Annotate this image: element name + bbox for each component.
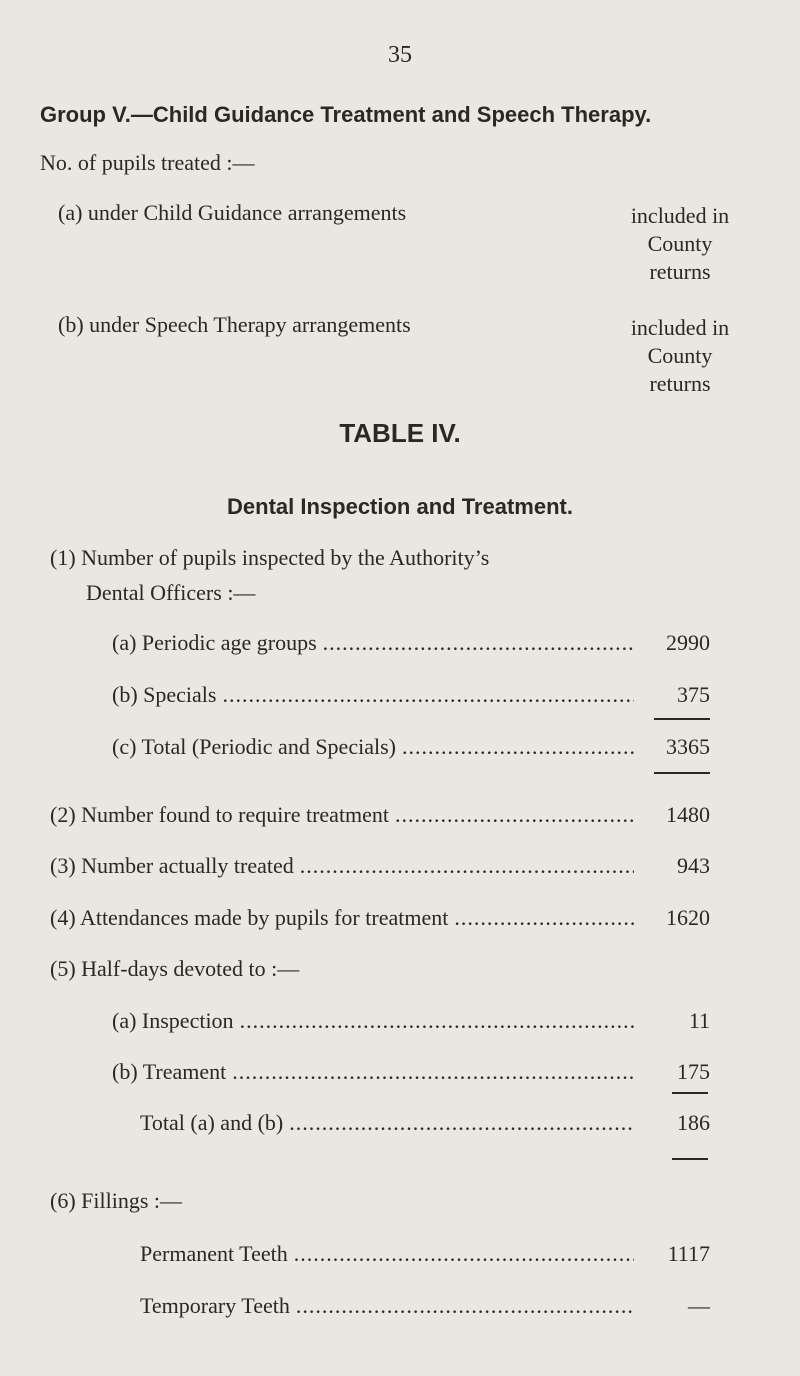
row-value: 2990 [666,630,710,655]
table-subtitle: Dental Inspection and Treatment. [227,494,573,519]
subtotal-rule [654,718,710,720]
row-label: (c) Total (Periodic and Specials) [112,734,396,759]
row-value: 1480 [666,802,710,827]
row-value: 375 [677,682,710,707]
table-row [112,682,710,712]
row-label: (b) Treament [112,1059,227,1084]
table-row [50,905,710,935]
row-value: 1620 [666,905,710,930]
table-title: TABLE IV. [339,418,461,448]
item-1-line-2: Dental Officers :— [86,580,256,605]
status-line: County [647,343,713,368]
row-label: (a) Inspection [112,1008,234,1033]
pupils-treated-label: No. of pupils treated :— [40,150,255,175]
status-line: returns [649,371,711,396]
table-row [140,1293,710,1323]
table-row [112,630,710,660]
status-line: County [647,231,713,256]
status-line: returns [649,259,711,284]
total-rule [672,1158,708,1160]
row-value: 1117 [667,1241,710,1266]
row-value: 186 [677,1110,710,1135]
row-label: (b) Specials [112,682,217,707]
row-value: 175 [677,1059,710,1084]
subtotal-rule [672,1092,708,1094]
row-label: (a) Periodic age groups [112,630,317,655]
item-1-line-1: (1) Number of pupils inspected by the Authority’s [50,545,490,570]
table-row [140,1110,710,1140]
row-label: (3) Number actually treated [50,853,294,878]
speech-therapy-label: (b) under Speech Therapy arrangements [58,312,411,337]
total-rule [654,772,710,774]
table-row [112,1059,710,1089]
table-row [50,853,710,883]
row-value: 11 [688,1008,710,1033]
table-row [112,734,710,764]
row-value: 943 [677,853,710,878]
row-label: Permanent Teeth [140,1241,288,1266]
row-label: Temporary Teeth [140,1293,290,1318]
page-number: 35 [388,42,412,68]
group-heading: Group V.—Child Guidance Treatment and Speech Therapy. [40,102,652,127]
item-6-label: (6) Fillings :— [50,1188,183,1213]
row-label: (4) Attendances made by pupils for treatment [50,905,449,930]
row-value: — [688,1293,710,1318]
table-row [140,1241,710,1271]
row-label: (2) Number found to require treatment [50,802,390,827]
table-row [112,1008,710,1038]
child-guidance-label: (a) under Child Guidance arrangements [58,200,407,225]
speech-therapy-status [600,314,760,398]
status-line: included in [630,315,730,340]
table-row [50,802,710,832]
item-5-label: (5) Half-days devoted to :— [50,956,300,981]
row-value: 3365 [666,734,710,759]
row-label: Total (a) and (b) [140,1110,284,1135]
status-line: included in [630,203,730,228]
child-guidance-status [600,202,760,286]
